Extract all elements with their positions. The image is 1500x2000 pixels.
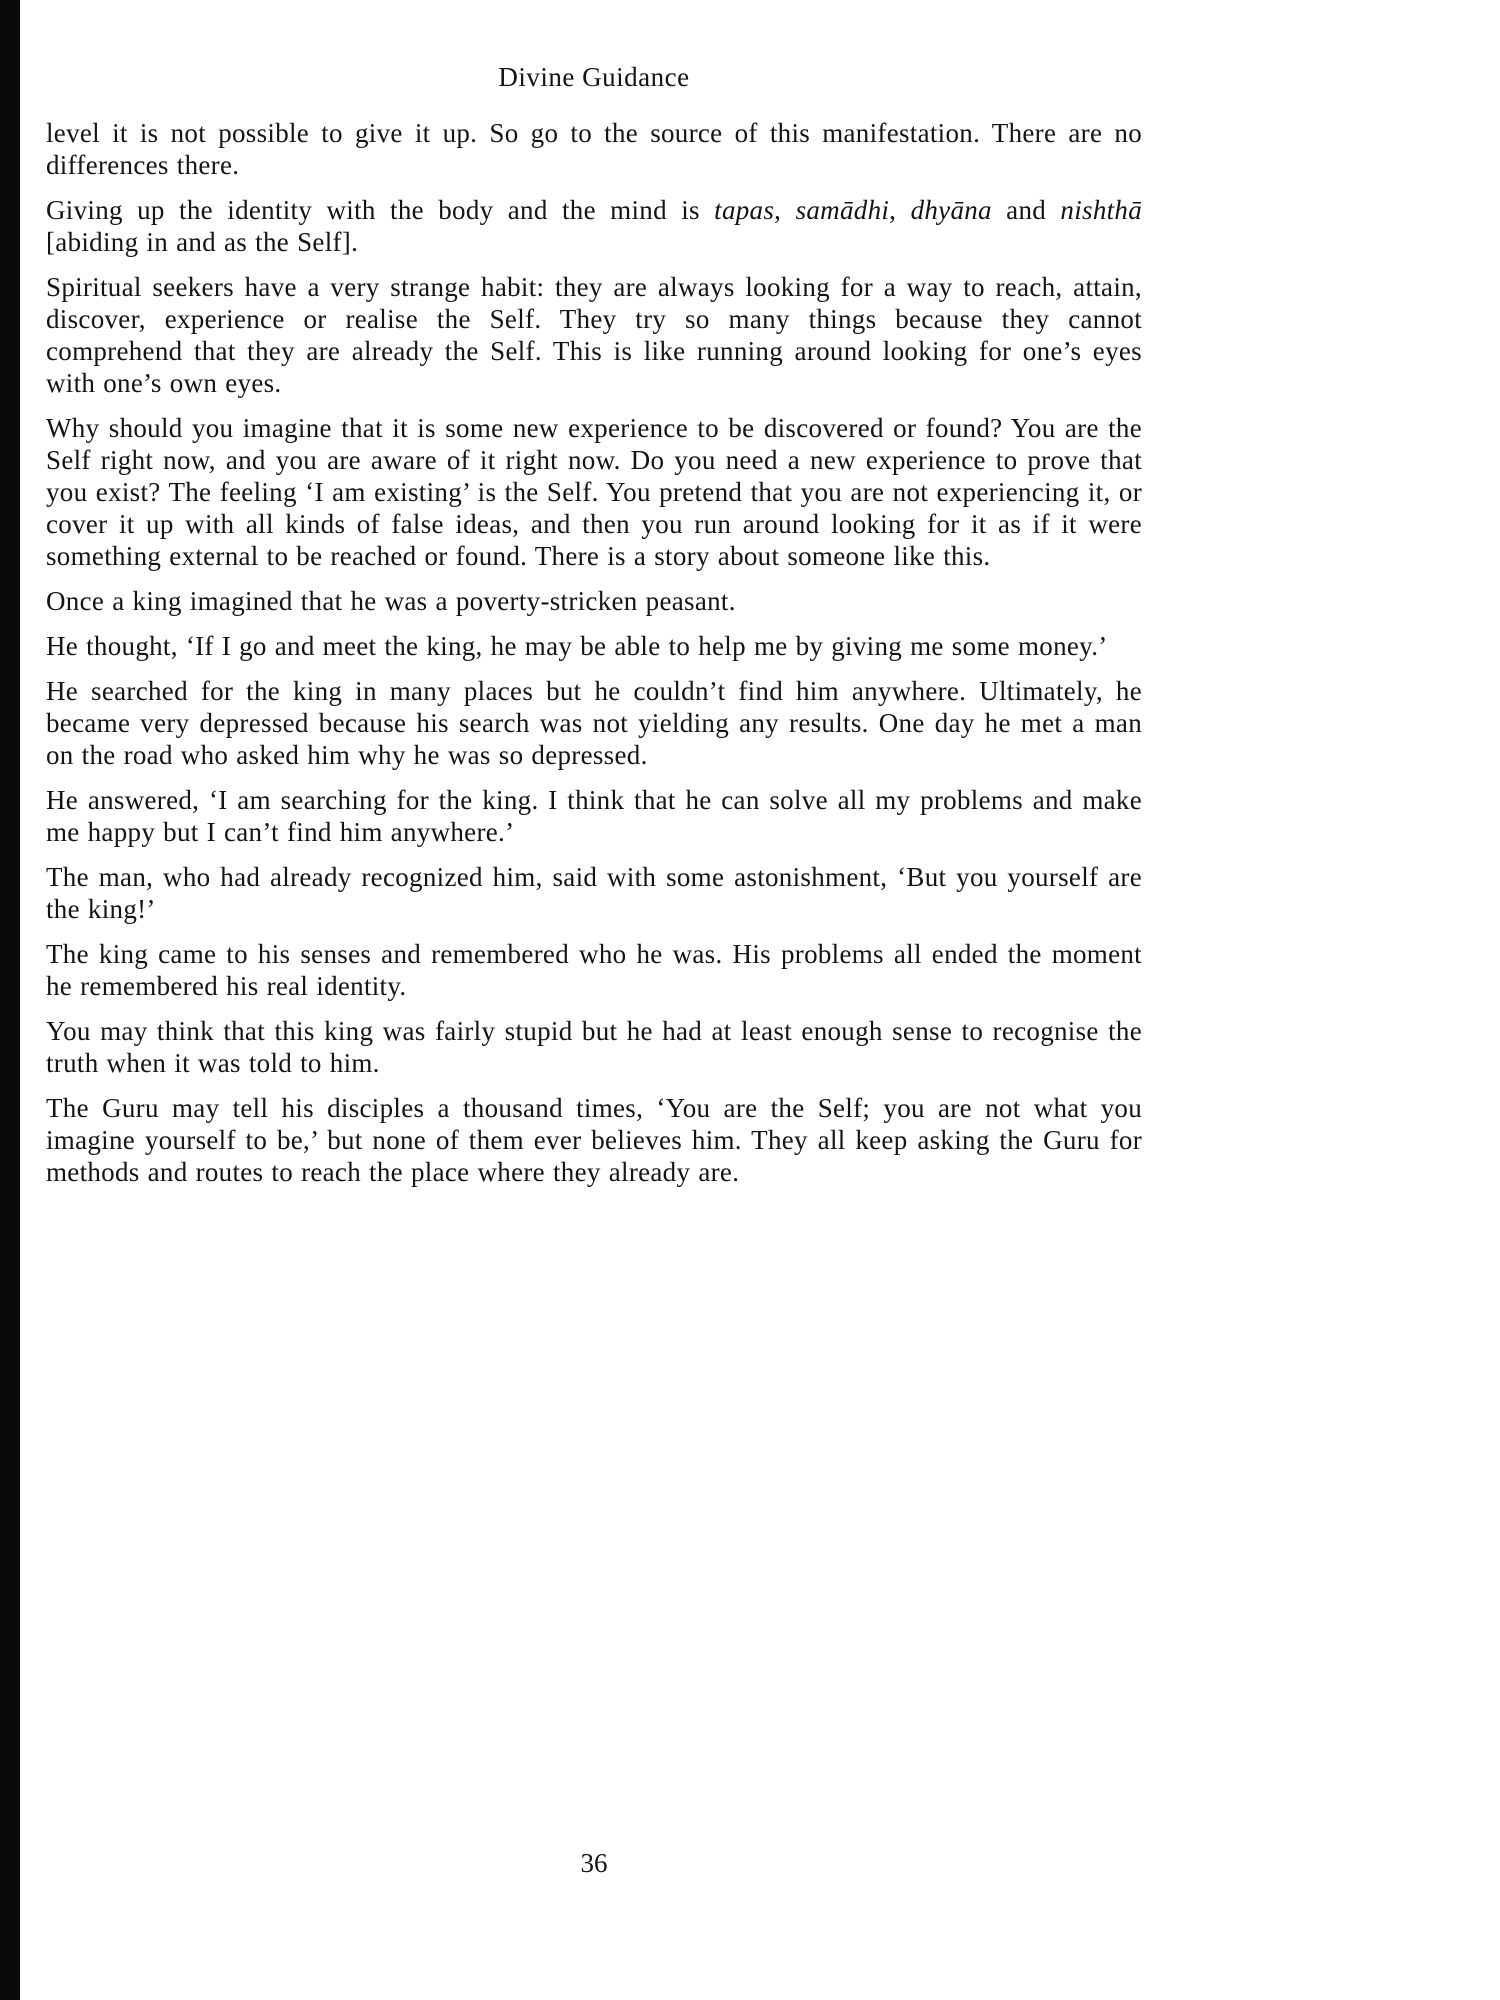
paragraph bbox=[46, 1092, 1142, 1188]
text-segment: Giving up the identity with the body and the mind is bbox=[46, 195, 715, 225]
page-number: 36 bbox=[580, 1848, 608, 1878]
text-segment: level it is not possible to give it up. So go to the source of this manifestation. There are no differences there. bbox=[46, 118, 1142, 180]
running-header: Divine Guidance bbox=[498, 62, 690, 92]
text-segment: He answered, ‘I am searching for the king. I think that he can solve all my problems and make me happy but I can’t find him anywhere.’ bbox=[46, 785, 1142, 847]
italic-term: dhyāna bbox=[910, 195, 992, 225]
text-segment: The Guru may tell his disciples a thousand times, ‘You are the Self; you are not what you imagine yourself to be,’ but none of them ever believes him. They all keep asking the Guru for methods and routes to reach the place where they already are. bbox=[46, 1093, 1142, 1187]
paragraph bbox=[46, 630, 1142, 662]
italic-term: samādhi bbox=[795, 195, 890, 225]
paragraph bbox=[46, 585, 1142, 617]
text-segment: The man, who had already recognized him, said with some astonishment, ‘But you yourself are the king!’ bbox=[46, 862, 1142, 924]
text-body bbox=[46, 117, 1142, 1188]
paragraph bbox=[46, 675, 1142, 771]
text-segment: You may think that this king was fairly stupid but he had at least enough sense to recognise the truth when it was told to him. bbox=[46, 1016, 1142, 1078]
text-segment: He searched for the king in many places but he couldn’t find him anywhere. Ultimately, he became very depressed because his search was not yielding any results. One day he met a man on the road who asked him why he was so depressed. bbox=[46, 676, 1142, 770]
text-segment: Why should you imagine that it is some new experience to be discovered or found? You are the Self right now, and you are aware of it right now. Do you need a new experience to prove that you exist? The feeling ‘I am existing’ is the Self. You pretend that you are not experiencing it, or cover it up with all kinds of false ideas, and then you run around looking for it as if it were something external to be reached or found. There is a story about someone like this. bbox=[46, 413, 1142, 571]
text-segment: He thought, ‘If I go and meet the king, he may be able to help me by giving me some money.’ bbox=[46, 631, 1108, 661]
paragraph bbox=[46, 861, 1142, 925]
paragraph bbox=[46, 271, 1142, 399]
italic-term: nishthā bbox=[1060, 195, 1143, 225]
scan-edge-artifact bbox=[0, 0, 20, 2000]
paragraph bbox=[46, 938, 1142, 1002]
paragraph bbox=[46, 784, 1142, 848]
italic-term: tapas bbox=[714, 195, 775, 225]
paragraph bbox=[46, 412, 1142, 572]
text-segment: Once a king imagined that he was a poverty-stricken peasant. bbox=[46, 586, 736, 616]
paragraph bbox=[46, 194, 1142, 258]
text-segment: and bbox=[991, 195, 1061, 225]
text-segment: The king came to his senses and remembered who he was. His problems all ended the moment he remembered his real identity. bbox=[46, 939, 1142, 1001]
paragraph bbox=[46, 117, 1142, 181]
paragraph bbox=[46, 1015, 1142, 1079]
text-segment: , bbox=[774, 195, 796, 225]
text-segment: , bbox=[889, 195, 911, 225]
text-segment: Spiritual seekers have a very strange habit: they are always looking for a way to reach, attain, discover, experience or realise the Self. They try so many things because they cannot comprehend that they are already the Self. This is like running around looking for one’s eyes with one’s own eyes. bbox=[46, 272, 1142, 398]
book-page bbox=[46, 0, 1142, 1201]
text-segment: [abiding in and as the Self]. bbox=[46, 227, 359, 257]
